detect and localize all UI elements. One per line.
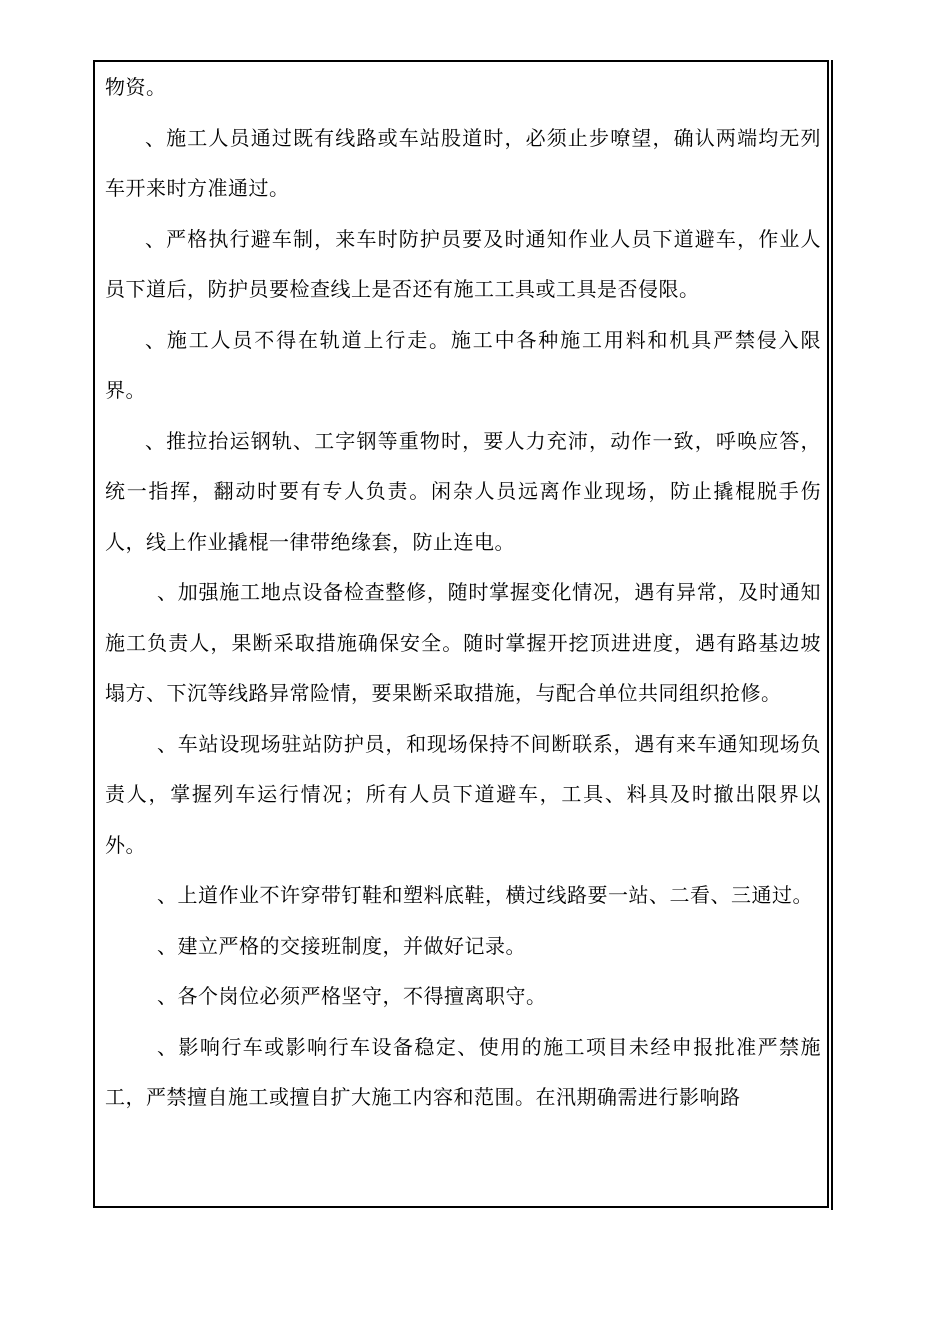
- paragraph-item: 、推拉抬运钢轨、工字钢等重物时，要人力充沛，动作一致，呼唤应答，统一指挥，翻动时要有专人负责。闲杂人员远离作业现场，防止撬棍脱手伤人，线上作业撬棍一律带绝缘套，防止连电。: [105, 428, 821, 554]
- paragraph-item: 、车站设现场驻站防护员，和现场保持不间断联系，遇有来车通知现场负责人，掌握列车运行情况；所有人员下道避车，工具、料具及时撤出限界以外。: [105, 731, 821, 857]
- paragraph-item: 、上道作业不许穿带钉鞋和塑料底鞋，横过线路要一站、二看、三通过。: [157, 883, 813, 907]
- document-body: [105, 62, 821, 1123]
- paragraph-continuation: 物资。: [105, 75, 167, 99]
- paragraph-item: 、各个岗位必须严格坚守，不得擅离职守。: [157, 984, 547, 1008]
- paragraph-item: 、施工人员通过既有线路或车站股道时，必须止步嘹望，确认两端均无列车开来时方准通过。: [105, 125, 821, 200]
- document-frame: [93, 60, 829, 1208]
- paragraph-item: 、施工人员不得在轨道上行走。施工中各种施工用料和机具严禁侵入限界。: [105, 327, 821, 402]
- paragraph-item: 、加强施工地点设备检查整修，随时掌握变化情况，遇有异常，及时通知施工负责人，果断采取措施确保安全。随时掌握开挖顶进进度，遇有路基边坡塌方、下沉等线路异常险情，要果断采取措施，与配合单位共同组织抢修。: [105, 580, 821, 705]
- paragraph-item: 、影响行车或影响行车设备稳定、使用的施工项目未经申报批准严禁施工，严禁擅自施工或擅自扩大施工内容和范围。在汛期确需进行影响路: [105, 1034, 821, 1109]
- paragraph-item: 、建立严格的交接班制度，并做好记录。: [157, 933, 526, 958]
- paragraph-item: 、严格执行避车制，来车时防护员要及时通知作业人员下道避车，作业人员下道后，防护员要检查线上是否还有施工工具或工具是否侵限。: [105, 226, 821, 301]
